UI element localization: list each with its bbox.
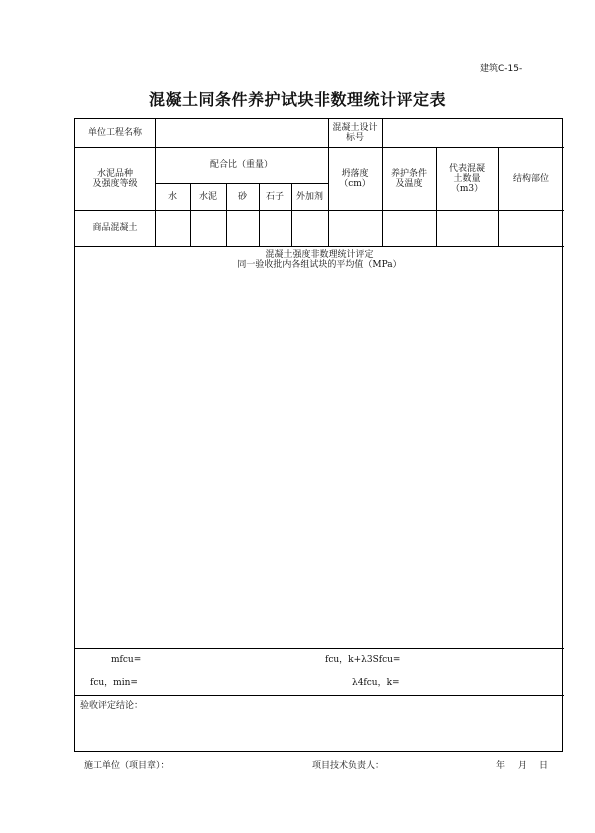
test-results-area[interactable] — [75, 275, 564, 647]
conclusion-value[interactable] — [155, 697, 560, 749]
evaluation-table — [74, 118, 563, 752]
quantity-label-line3: （m3） — [450, 183, 484, 194]
conclusion-label: 验收评定结论： — [80, 701, 144, 711]
design-grade-label-line2: 标号 — [345, 133, 364, 143]
tech-lead-label: 项目技术负责人： — [312, 761, 385, 771]
quantity-label-line1: 代表混凝 — [448, 163, 485, 174]
construction-unit-label: 施工单位（项目章）： — [84, 761, 170, 771]
mix-col-stone: 石子 — [265, 191, 284, 202]
row-label: 商品混凝土 — [92, 223, 138, 233]
formula-fcu-k-2: λ4fcu，k= — [352, 678, 400, 688]
row-divider — [75, 695, 564, 696]
section-title — [75, 249, 564, 271]
structure-label: 结构部位 — [512, 173, 549, 184]
cement-label-line1: 水泥品种 — [96, 168, 133, 179]
project-name-label: 单位工程名称 — [87, 128, 142, 138]
row-divider — [75, 246, 564, 247]
row-divider — [75, 648, 564, 649]
formula-fcu-k-1: fcu，k+λ3Sfcu= — [325, 655, 401, 665]
formula-mfcu: mfcu= — [111, 655, 142, 665]
slump-label — [328, 147, 382, 210]
mix-ratio-label: 配合比（重量） — [209, 160, 273, 170]
document-code: 建筑C-15- — [480, 64, 523, 74]
slump-label-line2: （cm） — [339, 178, 371, 189]
page-title: 混凝土同条件养护试块非数理统计评定表 — [148, 90, 446, 109]
design-grade-label — [328, 121, 382, 145]
cement-label — [75, 147, 155, 210]
section-title-line2: 同一验收批内各组试块的平均值（MPa） — [237, 260, 402, 270]
year-label: 年 — [496, 761, 506, 771]
cement-label-line2: 及强度等级 — [92, 178, 138, 189]
design-grade-value[interactable] — [383, 119, 564, 147]
curing-label-line1: 养护条件 — [390, 168, 427, 179]
slump-label-line1: 坍落度 — [341, 168, 369, 179]
quantity-label-line2: 土数量 — [453, 173, 481, 184]
project-name-value[interactable] — [156, 119, 328, 147]
mix-col-water: 水 — [167, 191, 177, 202]
curing-label-line2: 及温度 — [395, 178, 423, 189]
mix-col-sand: 砂 — [237, 191, 247, 202]
formula-fcu-min: fcu，min= — [90, 678, 138, 688]
month-label: 月 — [518, 761, 528, 771]
day-label: 日 — [539, 761, 549, 771]
quantity-label — [436, 147, 498, 210]
section-title-line1: 混凝土强度非数理统计评定 — [265, 250, 374, 260]
design-grade-label-line1: 混凝土设计 — [332, 123, 378, 133]
curing-label — [382, 147, 436, 210]
mix-col-cement: 水泥 — [198, 191, 217, 202]
mix-col-admixture: 外加剂 — [295, 191, 323, 202]
